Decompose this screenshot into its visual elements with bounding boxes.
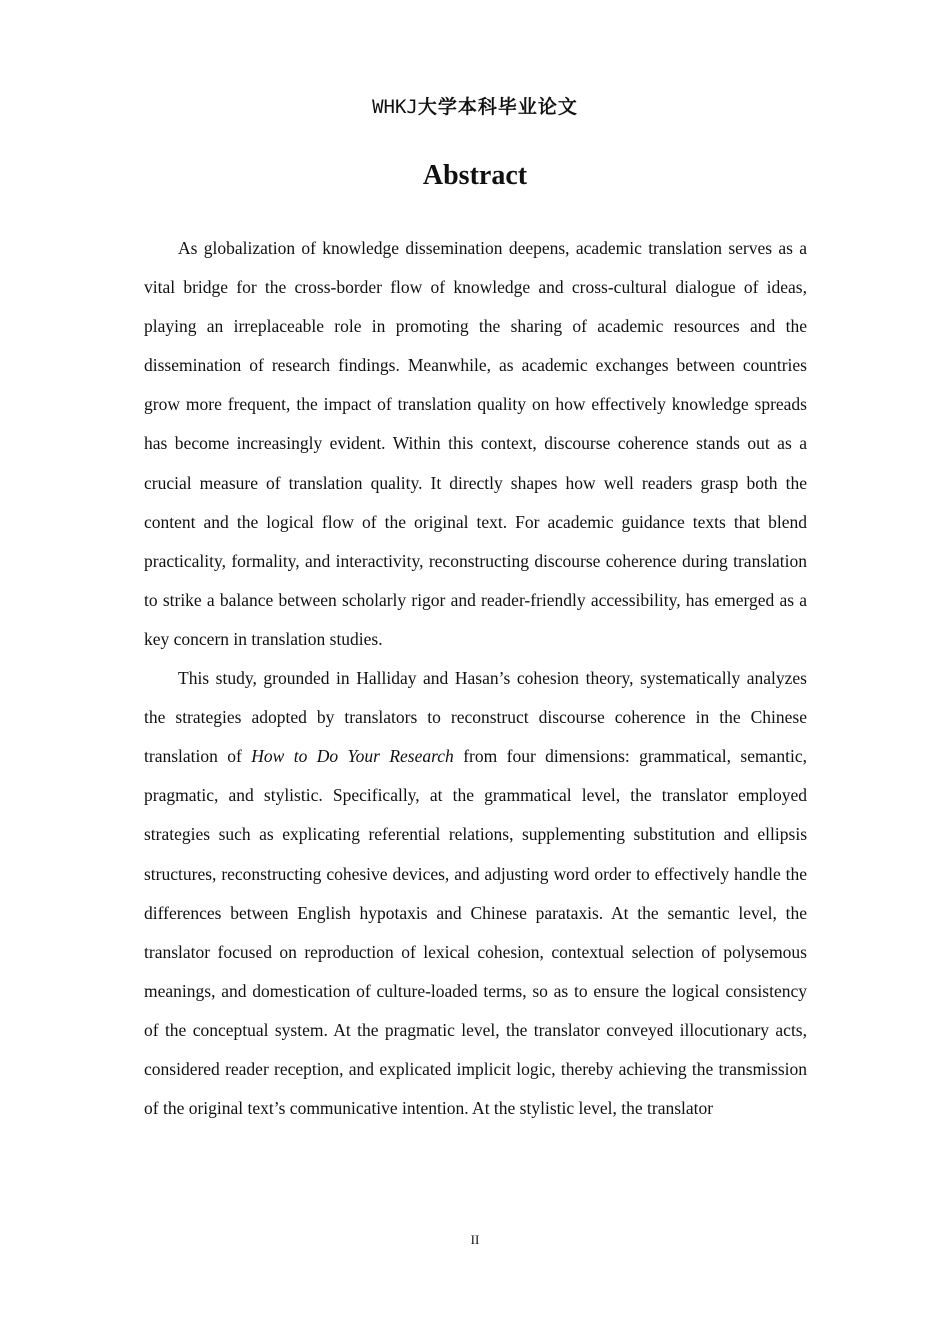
paragraph-2-text-a: This study, grounded in Halliday and Hasan’s cohesion theory, systematically analyzes the strategies adopted by translators to reconstruct discourse coherence in the Chinese translation of [144,668,807,767]
running-header [0,92,950,119]
abstract-paragraph-1: As globalization of knowledge dissemination deepens, academic translation serves as a vital bridge for the cross-border flow of knowledge and cross-cultural dialogue of ideas, playing an irreplaceable role in promoting the sharing of academic resources and the dissemination of research findings. Meanwhile, as academic exchanges between countries grow more frequent, the impact of translation quality on how effectively knowledge spreads has become increasingly evident. Within this context, discourse coherence stands out as a crucial measure of translation quality. It directly shapes how well readers grasp both the content and the logical flow of the original text. For academic guidance texts that blend practicality, formality, and interactivity, reconstructing discourse coherence during translation to strike a balance between scholarly rigor and reader-friendly accessibility, has emerged as a key concern in translation studies. [144,238,807,649]
book-title: How to Do Your Research [251,746,454,767]
abstract-title: Abstract [422,160,528,191]
abstract-paragraph-2 [144,659,807,1128]
paragraph-2-text-b: from four dimensions: grammatical, semantic, pragmatic, and stylistic. Specifically, at the grammatical level, the translator employed strategies such as explicating referential relations, supplementing substitution and ellipsis structures, reconstructing cohesive devices, and adjusting word order to effectively handle the differences between English hypotaxis and Chinese parataxis. At the semantic level, the translator focused on reproduction of lexical cohesion, contextual selection of polysemous meanings, and domestication of culture-loaded terms, so as to ensure the logical consistency of the conceptual system. At the pragmatic level, the translator conveyed illocutionary acts, considered reader reception, and explicated implicit logic, thereby achieving the transmission of the original text’s communicative intention. At the stylistic level, the translator [144,746,807,1119]
header-chinese: 大学本科毕业论文 [417,96,578,118]
page-number: II [470,1232,480,1247]
header-latin: WHKJ [372,96,418,118]
abstract-body [144,229,807,1128]
